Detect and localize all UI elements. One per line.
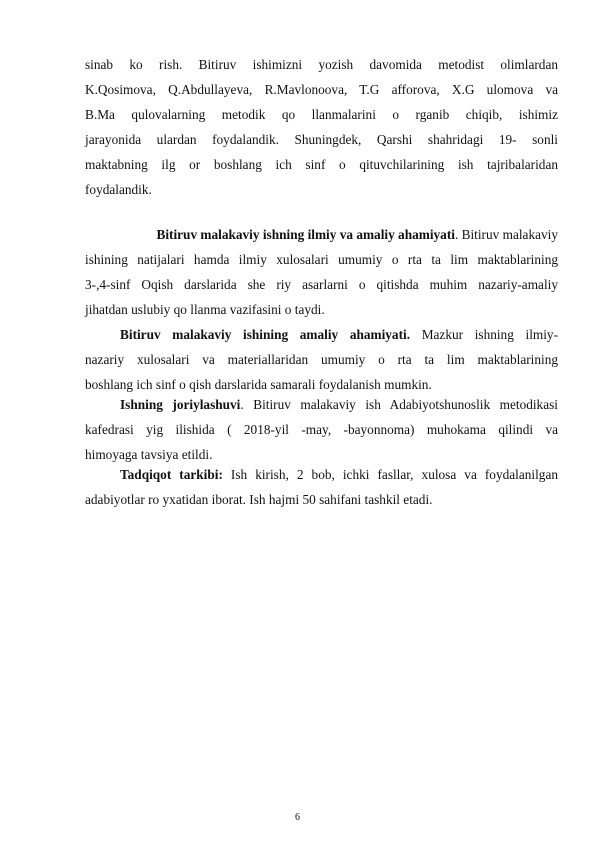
- text-line: sinab ko rish. Bitiruv ishimizni yozish davomida metodist olimlardan: [85, 57, 558, 72]
- section-heading-practical-significance: Bitiruv malakaviy ishining amaliy ahamiyati.: [120, 327, 411, 342]
- text-line: jihatdan uslubiy qo llanma vazifasini o taydi.: [85, 302, 325, 317]
- paragraph-first-line: [120, 466, 558, 483]
- text-line: himoyaga tavsiya etildi.: [85, 447, 213, 462]
- text-line: ishining natijalari hamda ilmiy xulosalari umumiy o rta ta lim maktablarining: [85, 252, 558, 267]
- text-line: boshlang ich sinf o qish darslarida samarali foydalanish mumkin.: [85, 377, 432, 392]
- paragraph-first-line: [132, 226, 558, 243]
- paragraph-first-line: [120, 326, 558, 343]
- text-line: adabiyotlar ro yxatidan iborat. Ish hajmi 50 sahifani tashkil etadi.: [85, 492, 433, 507]
- text-line: 3-,4-sinf Oqish darslarida she riy asarlarni o qitishda muhim nazariy-amaliy: [85, 277, 558, 292]
- section-heading-scientific-significance: Bitiruv malakaviy ishning ilmiy va amaliy ahamiyati: [156, 227, 455, 242]
- section-heading-implementation: Ishning joriylashuvi: [120, 397, 241, 412]
- text-line: foydalandik.: [85, 182, 152, 197]
- page-number: 6: [295, 812, 300, 823]
- text-line: B.Ma qulovalarning metodik qo llanmalarini o rganib chiqib, ishimiz: [85, 107, 558, 122]
- text-span: . Bitiruv malakaviy ish Adabiyotshunoslik metodikasi: [240, 397, 558, 412]
- text-span: Mazkur ishning ilmiy-: [410, 327, 559, 342]
- text-span: Ish kirish, 2 bob, ichki fasllar, xulosa va foydalanilgan: [222, 467, 558, 482]
- text-line: nazariy xulosalari va materiallaridan umumiy o rta ta lim maktablarining: [85, 352, 558, 367]
- text-line: kafedrasi yig ilishida ( 2018-yil -may, -bayonnoma) muhokama qilindi va: [85, 422, 558, 437]
- paragraph-first-line: [120, 396, 558, 413]
- text-line: jarayonida ulardan foydalandik. Shuningdek, Qarshi shahridagi 19- sonli: [85, 132, 558, 147]
- section-heading-research-structure: Tadqiqot tarkibi:: [120, 467, 223, 482]
- text-span: . Bitiruv malakaviy: [454, 227, 558, 242]
- text-line: maktabning ilg or boshlang ich sinf o qituvchilarining ish tajribalaridan: [85, 157, 558, 172]
- text-line: K.Qosimova, Q.Abdullayeva, R.Mavlonoova, T.G afforova, X.G ulomova va: [85, 82, 558, 97]
